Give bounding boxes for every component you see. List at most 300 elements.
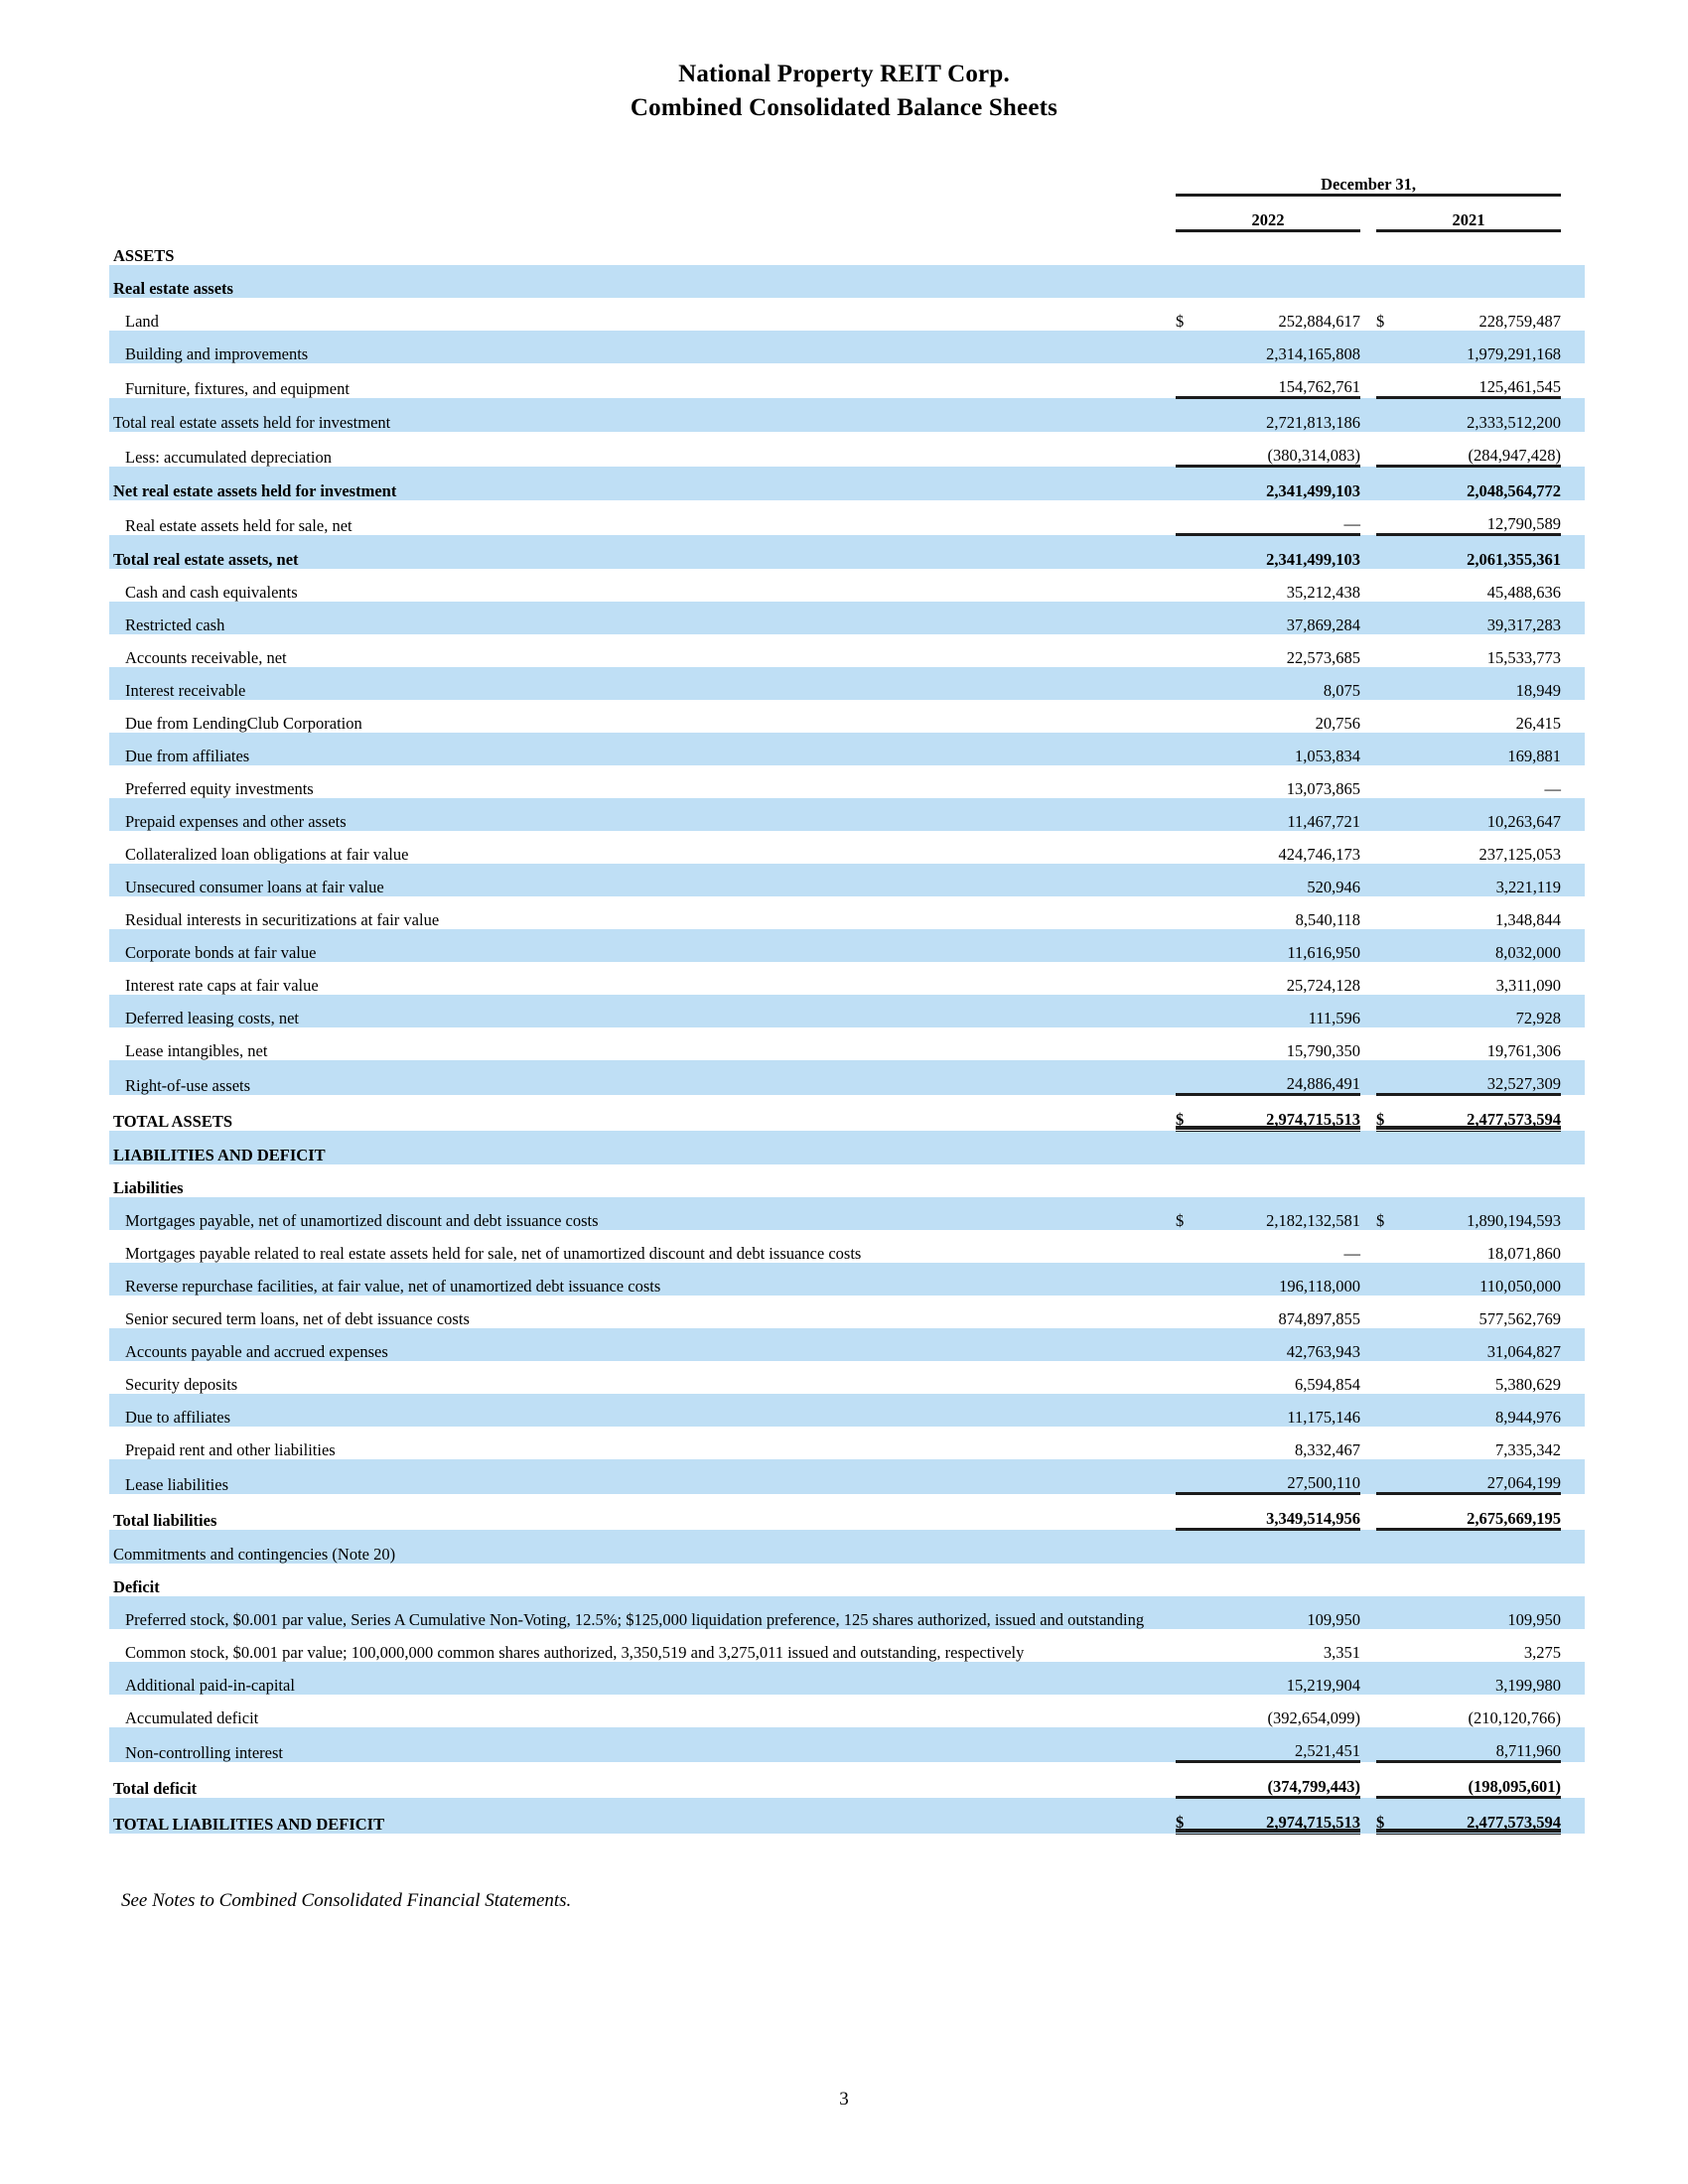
table-row xyxy=(109,1427,1585,1459)
column-gap xyxy=(1360,962,1376,995)
currency-symbol-2021: $ xyxy=(1376,1095,1402,1131)
currency-symbol-2022 xyxy=(1176,265,1201,298)
row-pad xyxy=(1561,1296,1585,1328)
value-2022: 424,746,173 xyxy=(1278,845,1360,864)
row-pad xyxy=(1561,1328,1585,1361)
header-year-row xyxy=(109,196,1585,231)
column-gap xyxy=(1360,995,1376,1027)
page-number: 3 xyxy=(839,2089,849,2110)
value-2022: 42,763,943 xyxy=(1201,1328,1360,1361)
row-label: Mortgages payable related to real estate assets held for sale, net of unamortized discount and debt issuance costs xyxy=(125,1244,862,1263)
column-gap xyxy=(1360,1564,1376,1596)
value-2021: 72,928 xyxy=(1402,995,1561,1027)
currency-symbol-2021 xyxy=(1376,700,1402,733)
row-pad xyxy=(1561,634,1585,667)
row-pad xyxy=(1561,700,1585,733)
row-pad xyxy=(1561,667,1585,700)
row-pad xyxy=(1561,831,1585,864)
currency-symbol-2022 xyxy=(1176,1131,1201,1165)
value-2022: 37,869,284 xyxy=(1201,602,1360,634)
row-pad xyxy=(1561,467,1585,501)
currency-symbol-2022 xyxy=(1176,733,1201,765)
value-2021: 7,335,342 xyxy=(1495,1440,1562,1459)
row-pad xyxy=(1561,535,1585,570)
row-label: Preferred stock, $0.001 par value, Series A Cumulative Non-Voting, 12.5%; $125,000 liquidation preference, 125 shares authorized, issued and outstanding xyxy=(109,1596,1176,1629)
row-label: Due from affiliates xyxy=(109,733,1176,765)
table-row xyxy=(109,1263,1585,1296)
column-gap xyxy=(1360,500,1376,535)
row-pad xyxy=(1561,1629,1585,1662)
value-2021 xyxy=(1402,231,1561,266)
value-2022: 8,332,467 xyxy=(1295,1440,1360,1459)
column-gap xyxy=(1360,1798,1376,1834)
table-row xyxy=(109,1727,1585,1762)
currency-symbol-2021: $ xyxy=(1376,1197,1402,1230)
column-gap xyxy=(1360,700,1376,733)
currency-symbol-2021 xyxy=(1376,1564,1402,1596)
row-pad xyxy=(1561,602,1585,634)
company-name: National Property REIT Corp. xyxy=(678,61,1010,87)
currency-symbol-2021 xyxy=(1376,1662,1402,1695)
currency-symbol-2022 xyxy=(1176,667,1201,700)
value-2021: 15,533,773 xyxy=(1486,648,1562,667)
currency-symbol-2021 xyxy=(1376,1494,1402,1530)
table-row xyxy=(109,1095,1585,1131)
currency-symbol-2021 xyxy=(1376,864,1402,896)
row-pad xyxy=(1561,298,1585,331)
value-2021: 237,125,053 xyxy=(1478,845,1562,864)
value-2022: 8,075 xyxy=(1201,667,1360,700)
row-label: Restricted cash xyxy=(109,602,1176,634)
currency-symbol-2022 xyxy=(1176,467,1201,501)
row-label: Corporate bonds at fair value xyxy=(109,929,1176,962)
value-2022: 11,175,146 xyxy=(1201,1394,1360,1427)
row-label: TOTAL ASSETS xyxy=(113,1111,233,1131)
table-row xyxy=(109,700,1585,733)
currency-symbol-2022 xyxy=(1176,331,1201,363)
row-label: Real estate assets xyxy=(109,265,1176,298)
currency-symbol-2022 xyxy=(1176,1530,1201,1565)
value-2022: 2,721,813,186 xyxy=(1201,398,1360,433)
row-label: Residual interests in securitizations at fair value xyxy=(125,910,440,929)
column-gap xyxy=(1360,1494,1376,1530)
currency-symbol-2021 xyxy=(1376,667,1402,700)
value-2022: 2,341,499,103 xyxy=(1201,467,1360,501)
column-gap xyxy=(1360,1762,1376,1798)
currency-symbol-2021 xyxy=(1376,1131,1402,1165)
value-2022: (392,654,099) xyxy=(1267,1708,1360,1727)
currency-symbol-2022 xyxy=(1176,1230,1201,1263)
table-row xyxy=(109,798,1585,831)
column-gap xyxy=(1360,535,1376,570)
column-gap xyxy=(1360,1296,1376,1328)
currency-symbol-2021 xyxy=(1376,265,1402,298)
table-row xyxy=(109,864,1585,896)
value-2022: (374,799,443) xyxy=(1201,1762,1360,1798)
currency-symbol-2022 xyxy=(1176,1695,1201,1727)
footer-note: See Notes to Combined Consolidated Financial Statements. xyxy=(121,1890,572,1911)
row-label: Security deposits xyxy=(125,1375,238,1394)
currency-symbol-2021 xyxy=(1376,1596,1402,1629)
currency-symbol-2022: $ xyxy=(1176,1197,1201,1230)
value-2022: 27,500,110 xyxy=(1201,1459,1360,1494)
value-2021: 169,881 xyxy=(1402,733,1561,765)
row-label: Collateralized loan obligations at fair value xyxy=(125,845,409,864)
row-pad xyxy=(1561,896,1585,929)
row-pad xyxy=(1561,1131,1585,1165)
header-period-label: December 31, xyxy=(1176,161,1561,196)
row-pad xyxy=(1561,1060,1585,1095)
column-gap xyxy=(1360,831,1376,864)
table-row xyxy=(109,1798,1585,1834)
value-2022: 109,950 xyxy=(1201,1596,1360,1629)
table-row xyxy=(109,569,1585,602)
column-gap xyxy=(1360,231,1376,266)
currency-symbol-2021: $ xyxy=(1376,312,1385,331)
row-pad xyxy=(1561,398,1585,433)
currency-symbol-2021 xyxy=(1376,1394,1402,1427)
row-pad xyxy=(1561,231,1585,266)
column-gap xyxy=(1360,602,1376,634)
column-gap xyxy=(1360,1131,1376,1165)
currency-symbol-2021 xyxy=(1376,995,1402,1027)
currency-symbol-2021 xyxy=(1376,1027,1402,1060)
header-pad-cell-2 xyxy=(1561,196,1585,231)
row-pad xyxy=(1561,1530,1585,1565)
table-row xyxy=(109,298,1585,331)
currency-symbol-2021 xyxy=(1376,331,1402,363)
table-row xyxy=(109,1060,1585,1095)
value-2021: 2,048,564,772 xyxy=(1402,467,1561,501)
table-row xyxy=(109,231,1585,266)
currency-symbol-2021: $ xyxy=(1376,1798,1402,1834)
currency-symbol-2021 xyxy=(1376,363,1402,398)
currency-symbol-2021 xyxy=(1376,1530,1402,1565)
value-2022 xyxy=(1201,1530,1360,1565)
currency-symbol-2021 xyxy=(1376,1060,1402,1095)
value-2021: 5,380,629 xyxy=(1495,1375,1562,1394)
column-gap xyxy=(1360,398,1376,433)
row-label: Unsecured consumer loans at fair value xyxy=(109,864,1176,896)
table-row xyxy=(109,1394,1585,1427)
value-2022: 252,884,617 xyxy=(1278,312,1360,331)
header-gap-cell xyxy=(1360,196,1376,231)
table-body xyxy=(109,231,1585,1834)
currency-symbol-2022 xyxy=(1176,1662,1201,1695)
value-2021: 1,979,291,168 xyxy=(1402,331,1561,363)
value-2022: 24,886,491 xyxy=(1201,1060,1360,1095)
column-gap xyxy=(1360,1197,1376,1230)
value-2022: 2,341,499,103 xyxy=(1201,535,1360,570)
currency-symbol-2021 xyxy=(1376,1695,1402,1727)
header-period-row xyxy=(109,161,1585,196)
value-2021 xyxy=(1402,1530,1561,1565)
row-pad xyxy=(1561,929,1585,962)
currency-symbol-2022 xyxy=(1176,1361,1201,1394)
table-row xyxy=(109,1494,1585,1530)
table-row xyxy=(109,1629,1585,1662)
currency-symbol-2022 xyxy=(1176,929,1201,962)
row-label: Liabilities xyxy=(113,1178,184,1197)
value-2021 xyxy=(1402,1131,1561,1165)
currency-symbol-2021 xyxy=(1376,231,1402,266)
currency-symbol-2021 xyxy=(1376,535,1402,570)
header-year-2022: 2022 xyxy=(1176,196,1360,231)
value-2021: 2,675,669,195 xyxy=(1402,1494,1561,1530)
row-label: Additional paid-in-capital xyxy=(109,1662,1176,1695)
currency-symbol-2022 xyxy=(1176,231,1201,266)
row-label: Commitments and contingencies (Note 20) xyxy=(109,1530,1176,1565)
value-2022 xyxy=(1201,231,1360,266)
table-row xyxy=(109,1361,1585,1394)
row-label: Interest receivable xyxy=(109,667,1176,700)
currency-symbol-2021 xyxy=(1376,798,1402,831)
currency-symbol-2022: $ xyxy=(1176,1798,1201,1834)
value-2021: 2,477,573,594 xyxy=(1402,1798,1561,1834)
value-2022: 35,212,438 xyxy=(1286,583,1360,602)
column-gap xyxy=(1360,1596,1376,1629)
currency-symbol-2022 xyxy=(1176,1060,1201,1095)
currency-symbol-2022 xyxy=(1176,569,1201,602)
row-label: Furniture, fixtures, and equipment xyxy=(125,378,350,398)
currency-symbol-2021 xyxy=(1376,1459,1402,1494)
row-label: Accumulated deficit xyxy=(125,1708,259,1727)
value-2021: (210,120,766) xyxy=(1468,1708,1562,1727)
row-pad xyxy=(1561,432,1585,467)
column-gap xyxy=(1360,896,1376,929)
currency-symbol-2022 xyxy=(1176,1596,1201,1629)
row-pad xyxy=(1561,1662,1585,1695)
value-2022: 2,314,165,808 xyxy=(1201,331,1360,363)
table-header xyxy=(109,161,1585,231)
row-pad xyxy=(1561,1727,1585,1762)
row-label: Real estate assets held for sale, net xyxy=(125,515,352,535)
currency-symbol-2021 xyxy=(1376,1727,1402,1762)
row-label: Lease intangibles, net xyxy=(125,1041,268,1060)
row-label: Prepaid expenses and other assets xyxy=(109,798,1176,831)
table-row xyxy=(109,1230,1585,1263)
row-label: Total liabilities xyxy=(113,1510,217,1530)
row-pad xyxy=(1561,733,1585,765)
currency-symbol-2022 xyxy=(1176,798,1201,831)
statement-title: Combined Consolidated Balance Sheets xyxy=(630,94,1058,121)
value-2021: (198,095,601) xyxy=(1402,1762,1561,1798)
column-gap xyxy=(1360,765,1376,798)
row-label: Net real estate assets held for investment xyxy=(109,467,1176,501)
column-gap xyxy=(1360,1459,1376,1494)
value-2021: 18,071,860 xyxy=(1486,1244,1562,1263)
column-gap xyxy=(1360,331,1376,363)
currency-symbol-2022 xyxy=(1176,1427,1201,1459)
value-2021: 12,790,589 xyxy=(1402,500,1561,535)
value-2022: 1,053,834 xyxy=(1201,733,1360,765)
currency-symbol-2022 xyxy=(1176,700,1201,733)
value-2021: 3,275 xyxy=(1523,1643,1562,1662)
currency-symbol-2021 xyxy=(1376,1263,1402,1296)
table-row xyxy=(109,667,1585,700)
currency-symbol-2021 xyxy=(1376,1427,1402,1459)
column-gap xyxy=(1360,1060,1376,1095)
column-gap xyxy=(1360,1427,1376,1459)
table-row xyxy=(109,331,1585,363)
value-2021: 19,761,306 xyxy=(1486,1041,1562,1060)
table-row xyxy=(109,1197,1585,1230)
value-2021: 8,711,960 xyxy=(1402,1727,1561,1762)
value-2022: 11,467,721 xyxy=(1201,798,1360,831)
table-row xyxy=(109,500,1585,535)
currency-symbol-2022 xyxy=(1176,1027,1201,1060)
value-2021: 3,221,119 xyxy=(1402,864,1561,896)
table-row xyxy=(109,1695,1585,1727)
row-pad xyxy=(1561,798,1585,831)
value-2022: — xyxy=(1201,500,1360,535)
row-label: LIABILITIES AND DEFICIT xyxy=(109,1131,1176,1165)
currency-symbol-2022 xyxy=(1176,896,1201,929)
value-2022: 2,974,715,513 xyxy=(1201,1095,1360,1131)
currency-symbol-2021 xyxy=(1376,962,1402,995)
row-pad xyxy=(1561,765,1585,798)
currency-symbol-2022 xyxy=(1176,1727,1201,1762)
value-2022: (380,314,083) xyxy=(1201,432,1360,467)
table-row xyxy=(109,1564,1585,1596)
column-gap xyxy=(1360,929,1376,962)
row-label: Mortgages payable, net of unamortized discount and debt issuance costs xyxy=(109,1197,1176,1230)
row-pad xyxy=(1561,1095,1585,1131)
currency-symbol-2022 xyxy=(1176,1762,1201,1798)
row-label: Common stock, $0.001 par value; 100,000,000 common shares authorized, 3,350,519 and 3,275,011 issued and outstanding, respectively xyxy=(125,1643,1025,1662)
value-2021: — xyxy=(1544,779,1562,798)
row-pad xyxy=(1561,1394,1585,1427)
table-row xyxy=(109,363,1585,398)
header-year-2021: 2021 xyxy=(1376,196,1561,231)
value-2021: 8,032,000 xyxy=(1402,929,1561,962)
table-row xyxy=(109,1662,1585,1695)
row-pad xyxy=(1561,500,1585,535)
currency-symbol-2022 xyxy=(1176,1164,1201,1197)
currency-symbol-2021 xyxy=(1376,398,1402,433)
value-2021: 2,477,573,594 xyxy=(1402,1095,1561,1131)
currency-symbol-2021 xyxy=(1376,602,1402,634)
table-row xyxy=(109,602,1585,634)
row-label: Non-controlling interest xyxy=(109,1727,1176,1762)
table-row xyxy=(109,634,1585,667)
currency-symbol-2022 xyxy=(1176,864,1201,896)
currency-symbol-2021 xyxy=(1376,569,1402,602)
value-2021: 26,415 xyxy=(1515,714,1562,733)
table-row xyxy=(109,896,1585,929)
value-2022: 3,351 xyxy=(1323,1643,1360,1662)
table-row xyxy=(109,467,1585,501)
row-pad xyxy=(1561,331,1585,363)
value-2021: 110,050,000 xyxy=(1402,1263,1561,1296)
column-gap xyxy=(1360,569,1376,602)
value-2022 xyxy=(1201,1131,1360,1165)
row-pad xyxy=(1561,569,1585,602)
value-2021: 18,949 xyxy=(1402,667,1561,700)
table-row xyxy=(109,1296,1585,1328)
table-row xyxy=(109,1762,1585,1798)
value-2021: 32,527,309 xyxy=(1402,1060,1561,1095)
column-gap xyxy=(1360,432,1376,467)
row-label: Due to affiliates xyxy=(109,1394,1176,1427)
column-gap xyxy=(1360,798,1376,831)
table-row xyxy=(109,1596,1585,1629)
row-label: Total real estate assets held for investment xyxy=(109,398,1176,433)
table-row xyxy=(109,1164,1585,1197)
value-2021: 45,488,636 xyxy=(1486,583,1562,602)
table-row xyxy=(109,831,1585,864)
currency-symbol-2021 xyxy=(1376,1164,1402,1197)
row-pad xyxy=(1561,962,1585,995)
value-2021: 3,311,090 xyxy=(1495,976,1562,995)
row-pad xyxy=(1561,1027,1585,1060)
row-pad xyxy=(1561,1230,1585,1263)
value-2022: 520,946 xyxy=(1201,864,1360,896)
row-label: Cash and cash equivalents xyxy=(125,583,298,602)
row-label: ASSETS xyxy=(113,246,175,265)
value-2021: 1,348,844 xyxy=(1495,910,1562,929)
column-gap xyxy=(1360,733,1376,765)
value-2021: 228,759,487 xyxy=(1478,312,1562,331)
row-pad xyxy=(1561,1427,1585,1459)
column-gap xyxy=(1360,1230,1376,1263)
column-gap xyxy=(1360,864,1376,896)
value-2022: 2,182,132,581 xyxy=(1201,1197,1360,1230)
currency-symbol-2022 xyxy=(1176,765,1201,798)
row-label: Total real estate assets, net xyxy=(109,535,1176,570)
row-label: Right-of-use assets xyxy=(109,1060,1176,1095)
row-label: Lease liabilities xyxy=(109,1459,1176,1494)
currency-symbol-2021 xyxy=(1376,467,1402,501)
currency-symbol-2021 xyxy=(1376,1328,1402,1361)
row-pad xyxy=(1561,363,1585,398)
row-pad xyxy=(1561,1164,1585,1197)
value-2022: 874,897,855 xyxy=(1278,1309,1360,1328)
currency-symbol-2022 xyxy=(1176,500,1201,535)
currency-symbol-2021 xyxy=(1376,1296,1402,1328)
column-gap xyxy=(1360,1361,1376,1394)
row-label: Interest rate caps at fair value xyxy=(125,976,319,995)
currency-symbol-2022: $ xyxy=(1176,1095,1201,1131)
balance-sheet-table xyxy=(109,161,1585,1835)
currency-symbol-2021 xyxy=(1376,733,1402,765)
value-2022: 20,756 xyxy=(1315,714,1360,733)
row-pad xyxy=(1561,1197,1585,1230)
currency-symbol-2022 xyxy=(1176,1328,1201,1361)
currency-symbol-2022 xyxy=(1176,432,1201,467)
value-2022: — xyxy=(1343,1244,1360,1263)
column-gap xyxy=(1360,298,1376,331)
value-2022: 6,594,854 xyxy=(1295,1375,1360,1394)
currency-symbol-2022 xyxy=(1176,363,1201,398)
value-2022: 15,219,904 xyxy=(1201,1662,1360,1695)
table-row xyxy=(109,995,1585,1027)
row-pad xyxy=(1561,265,1585,298)
table-row xyxy=(109,929,1585,962)
row-label: Accounts payable and accrued expenses xyxy=(109,1328,1176,1361)
currency-symbol-2021 xyxy=(1376,765,1402,798)
row-label: Reverse repurchase facilities, at fair value, net of unamortized debt issuance costs xyxy=(109,1263,1176,1296)
row-label: Less: accumulated depreciation xyxy=(125,447,332,467)
row-pad xyxy=(1561,1564,1585,1596)
table-row xyxy=(109,1530,1585,1565)
value-2022: 25,724,128 xyxy=(1286,976,1360,995)
value-2021: 39,317,283 xyxy=(1402,602,1561,634)
currency-symbol-2022 xyxy=(1176,634,1201,667)
row-label: Land xyxy=(125,312,159,331)
header-blank-cell-2 xyxy=(109,196,1176,231)
column-gap xyxy=(1360,1095,1376,1131)
